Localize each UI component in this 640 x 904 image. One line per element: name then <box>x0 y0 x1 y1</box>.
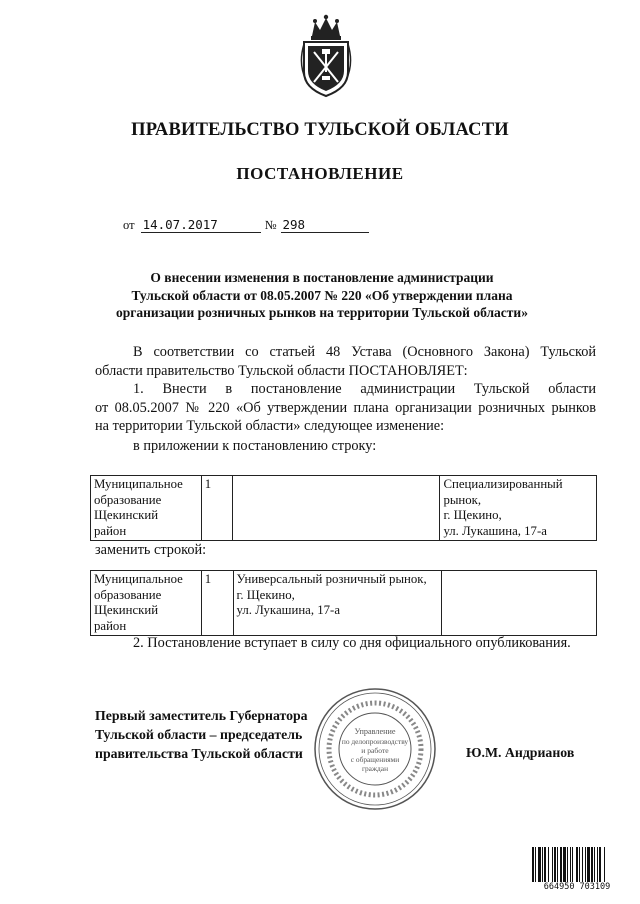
number-field: 298 <box>281 217 369 233</box>
paragraph-line: на территории Тульской области» следующее изменение: <box>95 418 445 434</box>
table-cell-specialized <box>440 476 597 541</box>
table-cell-number: 1 <box>201 571 233 636</box>
paragraph-line: от 08.05.2007 № 220 «Об утверждении плана организации розничных рынков <box>95 399 596 416</box>
paragraph-line: 1. Внести в постановление администрации Тульской области <box>133 381 596 397</box>
paragraph-line: В соответствии со статьей 48 Устава (Основного Закона) Тульской <box>133 344 596 360</box>
barcode-number: 664950 703109 <box>529 882 625 892</box>
date-field: 14.07.2017 <box>141 217 261 233</box>
cell-line: район <box>94 523 127 538</box>
date-number-line <box>123 217 369 233</box>
signatory-position <box>95 706 308 763</box>
cell-line: рынок, <box>443 492 482 507</box>
cell-line: Универсальный розничный рынок, <box>236 572 427 586</box>
heading-line: Тульской области от 08.05.2007 № 220 «Об утверждении плана <box>131 287 513 303</box>
signatory-line: Первый заместитель Губернатора <box>95 708 308 723</box>
table-cell-specialized <box>441 571 596 636</box>
heading-line: О внесении изменения в постановление администрации <box>150 270 494 285</box>
paragraph-item-2: 2. Постановление вступает в силу со дня официального опубликования. <box>133 635 571 651</box>
cell-line: район <box>94 618 127 633</box>
signatory-line: Тульской области – председатель <box>95 727 303 742</box>
cell-line: Специализированный <box>443 477 563 491</box>
number-prefix: № <box>264 218 277 232</box>
table-old-row <box>90 475 597 541</box>
round-stamp-icon <box>312 686 438 812</box>
table-cell-number: 1 <box>201 476 233 541</box>
cell-line: Муниципальное <box>94 477 183 491</box>
paragraph-annex: в приложении к постановлению строку: <box>133 438 377 454</box>
tula-coat-of-arms-icon <box>298 14 354 98</box>
table-cell-municipality <box>91 571 202 636</box>
document-type: ПОСТАНОВЛЕНИЕ <box>236 164 404 183</box>
heading-line: организации розничных рынков на территории Тульской области» <box>116 305 528 320</box>
table-row <box>91 571 597 636</box>
seal-line: граждан <box>361 764 389 773</box>
cell-line: образование <box>94 587 162 602</box>
cell-line: г. Щекино, <box>443 508 502 523</box>
paragraph-preamble <box>95 343 596 380</box>
cell-line: Муниципальное <box>94 572 183 586</box>
date-prefix: от <box>123 218 135 232</box>
paragraph-line: области правительство Тульской области ПОСТАНОВЛЯЕТ: <box>95 362 468 379</box>
signatory-line: правительства Тульской области <box>95 746 303 761</box>
cell-line: ул. Лукашина, 17-а <box>236 603 340 618</box>
seal-line: и работе <box>361 746 389 755</box>
cell-line: образование <box>94 492 162 507</box>
seal-line: Управление <box>354 727 396 736</box>
paragraph-item-1 <box>95 380 596 436</box>
document-heading <box>60 269 584 322</box>
seal-line: по делопроизводству <box>341 737 409 746</box>
government-title: ПРАВИТЕЛЬСТВО ТУЛЬСКОЙ ОБЛАСТИ <box>131 120 509 140</box>
table-row <box>91 476 597 541</box>
cell-line: Щекинский <box>94 508 159 523</box>
table-cell-universal <box>233 476 440 541</box>
seal-line: с обращениями <box>350 755 400 764</box>
table-cell-municipality <box>91 476 202 541</box>
signer-name: Ю.М. Андрианов <box>466 745 575 760</box>
replace-text: заменить строкой: <box>95 542 207 558</box>
table-cell-universal <box>233 571 441 636</box>
cell-line: Щекинский <box>94 603 159 618</box>
table-new-row <box>90 570 597 636</box>
cell-line: ул. Лукашина, 17-а <box>443 523 547 538</box>
cell-line: г. Щекино, <box>236 587 295 602</box>
